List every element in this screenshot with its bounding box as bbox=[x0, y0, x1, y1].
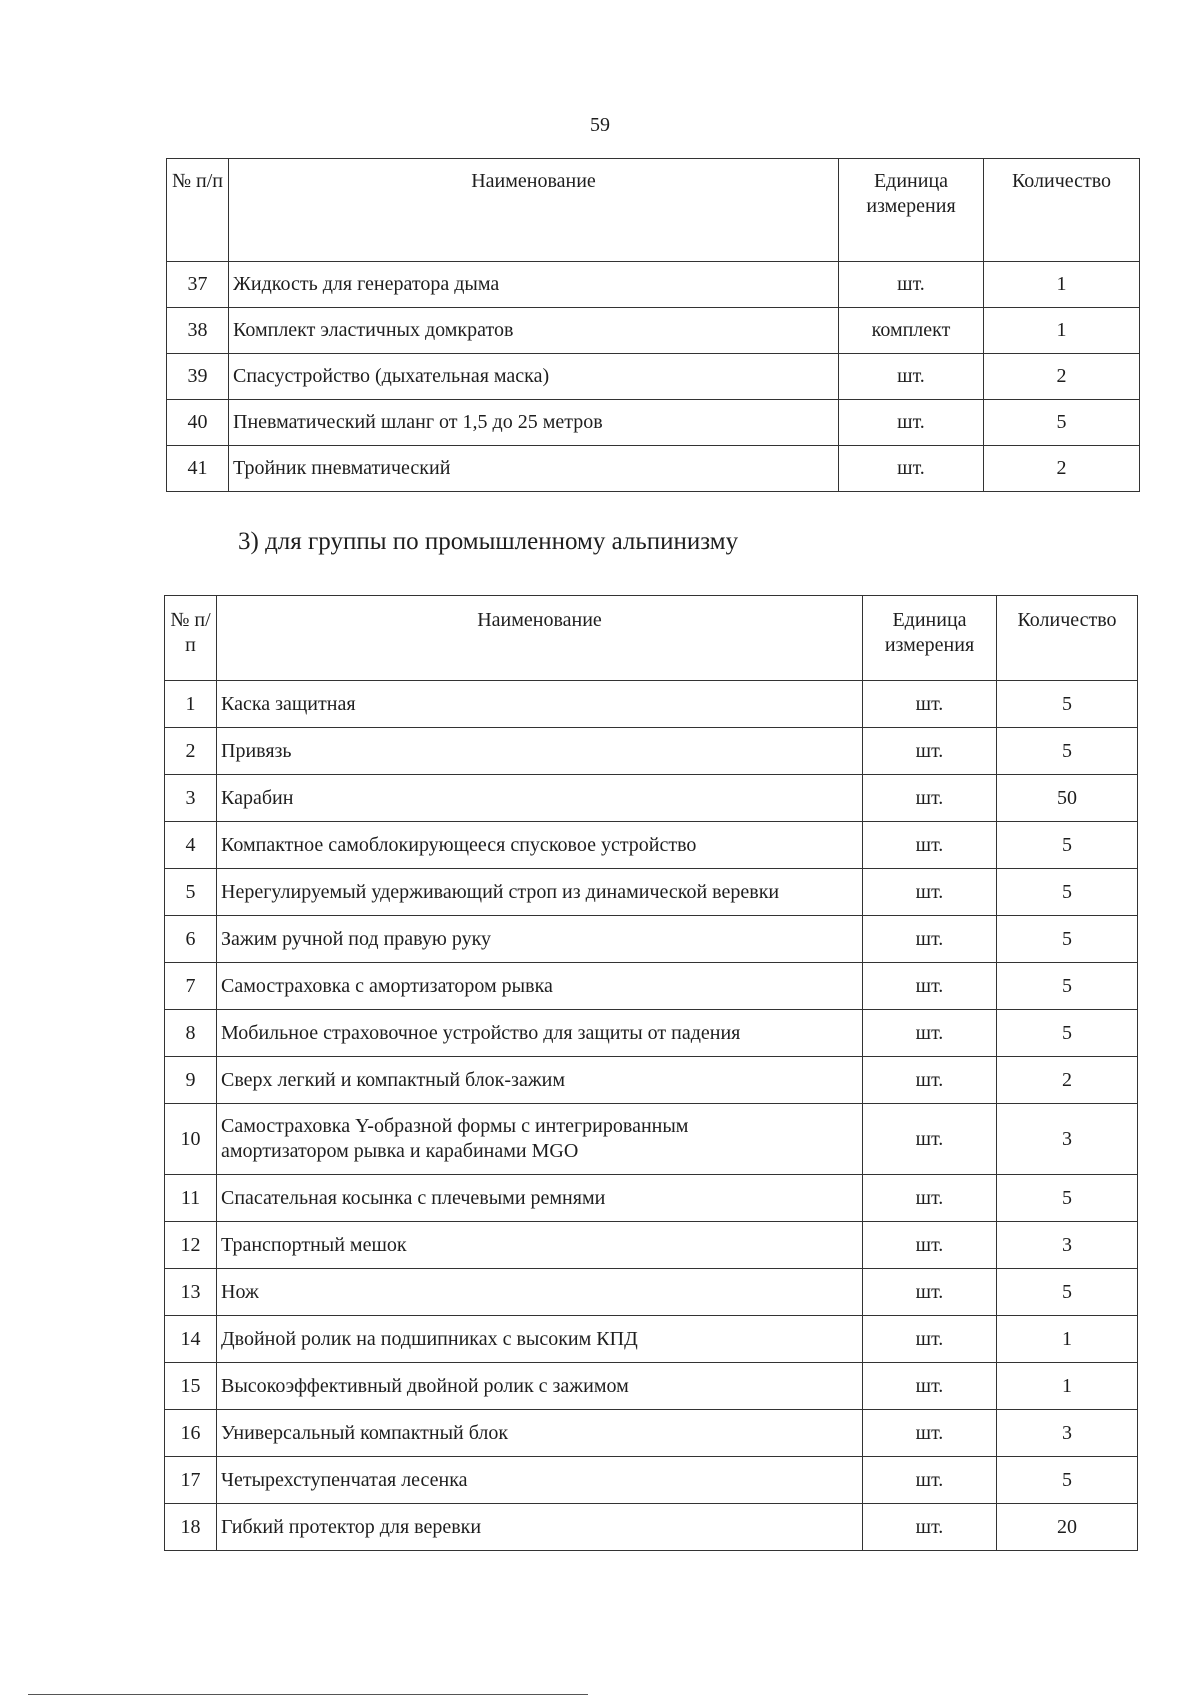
cell-qty: 2 bbox=[997, 1057, 1138, 1104]
cell-num: 9 bbox=[165, 1057, 217, 1104]
cell-num: 16 bbox=[165, 1410, 217, 1457]
cell-name: Нож bbox=[217, 1269, 863, 1316]
cell-num: 40 bbox=[167, 400, 229, 446]
table-row bbox=[165, 822, 1138, 869]
cell-num: 12 bbox=[165, 1222, 217, 1269]
cell-unit: шт. bbox=[863, 1057, 997, 1104]
header-name: Наименование bbox=[217, 596, 863, 681]
table-row bbox=[167, 400, 1140, 446]
header-unit: Единица измерения bbox=[839, 159, 984, 262]
cell-num: 2 bbox=[165, 728, 217, 775]
cell-unit: шт. bbox=[863, 916, 997, 963]
cell-name: Спасустройство (дыхательная маска) bbox=[229, 354, 839, 400]
cell-qty: 3 bbox=[997, 1222, 1138, 1269]
table-row bbox=[167, 262, 1140, 308]
table-row bbox=[165, 1104, 1138, 1175]
cell-num: 5 bbox=[165, 869, 217, 916]
cell-num: 13 bbox=[165, 1269, 217, 1316]
cell-unit: шт. bbox=[863, 775, 997, 822]
cell-num: 39 bbox=[167, 354, 229, 400]
cell-name: Универсальный компактный блок bbox=[217, 1410, 863, 1457]
cell-num: 10 bbox=[165, 1104, 217, 1175]
cell-qty: 2 bbox=[984, 354, 1140, 400]
cell-num: 1 bbox=[165, 681, 217, 728]
cell-unit: шт. bbox=[863, 1316, 997, 1363]
header-qty: Количество bbox=[984, 159, 1140, 262]
cell-num: 6 bbox=[165, 916, 217, 963]
cell-unit: шт. bbox=[863, 1104, 997, 1175]
cell-name: Каска защитная bbox=[217, 681, 863, 728]
table-row bbox=[165, 1316, 1138, 1363]
cell-qty: 1 bbox=[984, 308, 1140, 354]
table-row bbox=[165, 963, 1138, 1010]
cell-num: 4 bbox=[165, 822, 217, 869]
header-num: № п/п bbox=[167, 159, 229, 262]
cell-qty: 50 bbox=[997, 775, 1138, 822]
cell-qty: 3 bbox=[997, 1104, 1138, 1175]
cell-name: Зажим ручной под правую руку bbox=[217, 916, 863, 963]
cell-unit: шт. bbox=[863, 1222, 997, 1269]
page-number: 59 bbox=[590, 114, 610, 136]
cell-unit: шт. bbox=[839, 262, 984, 308]
cell-name: Нерегулируемый удерживающий строп из динамической веревки bbox=[217, 869, 863, 916]
table-row bbox=[165, 1175, 1138, 1222]
cell-qty: 3 bbox=[997, 1410, 1138, 1457]
table-header-row bbox=[165, 596, 1138, 681]
cell-name: Жидкость для генератора дыма bbox=[229, 262, 839, 308]
cell-qty: 2 bbox=[984, 446, 1140, 492]
cell-unit: шт. bbox=[863, 1410, 997, 1457]
cell-name: Гибкий протектор для веревки bbox=[217, 1504, 863, 1551]
table-row bbox=[165, 1269, 1138, 1316]
cell-name: Самостраховка Y-образной формы с интегрированным амортизатором рывка и карабинами MGO bbox=[217, 1104, 863, 1175]
cell-name: Карабин bbox=[217, 775, 863, 822]
table-row bbox=[165, 1457, 1138, 1504]
table-row bbox=[165, 728, 1138, 775]
cell-qty: 1 bbox=[997, 1363, 1138, 1410]
cell-qty: 5 bbox=[997, 822, 1138, 869]
table-row bbox=[165, 1010, 1138, 1057]
cell-num: 18 bbox=[165, 1504, 217, 1551]
equipment-table-continued bbox=[166, 158, 1140, 492]
cell-name: Комплект эластичных домкратов bbox=[229, 308, 839, 354]
cell-num: 41 bbox=[167, 446, 229, 492]
cell-qty: 5 bbox=[997, 1010, 1138, 1057]
cell-unit: шт. bbox=[863, 1457, 997, 1504]
header-unit: Единица измерения bbox=[863, 596, 997, 681]
header-qty: Количество bbox=[997, 596, 1138, 681]
cell-unit: шт. bbox=[863, 681, 997, 728]
cell-name: Тройник пневматический bbox=[229, 446, 839, 492]
cell-qty: 5 bbox=[997, 681, 1138, 728]
cell-num: 3 bbox=[165, 775, 217, 822]
table-row bbox=[165, 775, 1138, 822]
cell-unit: шт. bbox=[863, 963, 997, 1010]
cell-qty: 1 bbox=[984, 262, 1140, 308]
cell-unit: шт. bbox=[863, 1363, 997, 1410]
header-num: № п/п bbox=[165, 596, 217, 681]
cell-unit: шт. bbox=[863, 869, 997, 916]
cell-num: 37 bbox=[167, 262, 229, 308]
cell-name: Компактное самоблокирующееся спусковое устройство bbox=[217, 822, 863, 869]
footer-divider bbox=[28, 1694, 588, 1695]
cell-qty: 5 bbox=[997, 1457, 1138, 1504]
cell-qty: 5 bbox=[997, 1269, 1138, 1316]
cell-name: Мобильное страховочное устройство для защиты от падения bbox=[217, 1010, 863, 1057]
cell-name: Пневматический шланг от 1,5 до 25 метров bbox=[229, 400, 839, 446]
table-row bbox=[167, 308, 1140, 354]
cell-qty: 5 bbox=[997, 916, 1138, 963]
table-row bbox=[165, 1363, 1138, 1410]
cell-qty: 20 bbox=[997, 1504, 1138, 1551]
section-title: 3) для группы по промышленному альпинизму bbox=[238, 528, 739, 555]
cell-qty: 5 bbox=[997, 869, 1138, 916]
cell-unit: шт. bbox=[863, 1175, 997, 1222]
cell-name: Высокоэффективный двойной ролик с зажимом bbox=[217, 1363, 863, 1410]
cell-name: Самостраховка с амортизатором рывка bbox=[217, 963, 863, 1010]
cell-name: Транспортный мешок bbox=[217, 1222, 863, 1269]
table-row bbox=[167, 354, 1140, 400]
table-row bbox=[165, 681, 1138, 728]
cell-qty: 5 bbox=[997, 1175, 1138, 1222]
cell-num: 8 bbox=[165, 1010, 217, 1057]
cell-num: 38 bbox=[167, 308, 229, 354]
cell-unit: шт. bbox=[863, 1504, 997, 1551]
cell-unit: шт. bbox=[839, 400, 984, 446]
table-row bbox=[167, 446, 1140, 492]
table-row bbox=[165, 1410, 1138, 1457]
cell-qty: 5 bbox=[997, 963, 1138, 1010]
cell-num: 11 bbox=[165, 1175, 217, 1222]
cell-num: 14 bbox=[165, 1316, 217, 1363]
cell-num: 15 bbox=[165, 1363, 217, 1410]
cell-unit: шт. bbox=[863, 728, 997, 775]
table-header-row bbox=[167, 159, 1140, 262]
cell-unit: шт. bbox=[863, 1010, 997, 1057]
table-row bbox=[165, 1504, 1138, 1551]
alpinism-equipment-table bbox=[164, 595, 1138, 1551]
cell-num: 17 bbox=[165, 1457, 217, 1504]
cell-unit: шт. bbox=[839, 354, 984, 400]
table-row bbox=[165, 869, 1138, 916]
cell-unit: комплект bbox=[839, 308, 984, 354]
cell-unit: шт. bbox=[839, 446, 984, 492]
cell-qty: 5 bbox=[984, 400, 1140, 446]
cell-name: Двойной ролик на подшипниках с высоким КПД bbox=[217, 1316, 863, 1363]
header-name: Наименование bbox=[229, 159, 839, 262]
cell-qty: 1 bbox=[997, 1316, 1138, 1363]
table-row bbox=[165, 1057, 1138, 1104]
cell-name: Четырехступенчатая лесенка bbox=[217, 1457, 863, 1504]
cell-name: Спасательная косынка с плечевыми ремнями bbox=[217, 1175, 863, 1222]
cell-num: 7 bbox=[165, 963, 217, 1010]
table-row bbox=[165, 916, 1138, 963]
cell-name: Сверх легкий и компактный блок-зажим bbox=[217, 1057, 863, 1104]
cell-unit: шт. bbox=[863, 822, 997, 869]
table-row bbox=[165, 1222, 1138, 1269]
cell-qty: 5 bbox=[997, 728, 1138, 775]
cell-name: Привязь bbox=[217, 728, 863, 775]
cell-unit: шт. bbox=[863, 1269, 997, 1316]
